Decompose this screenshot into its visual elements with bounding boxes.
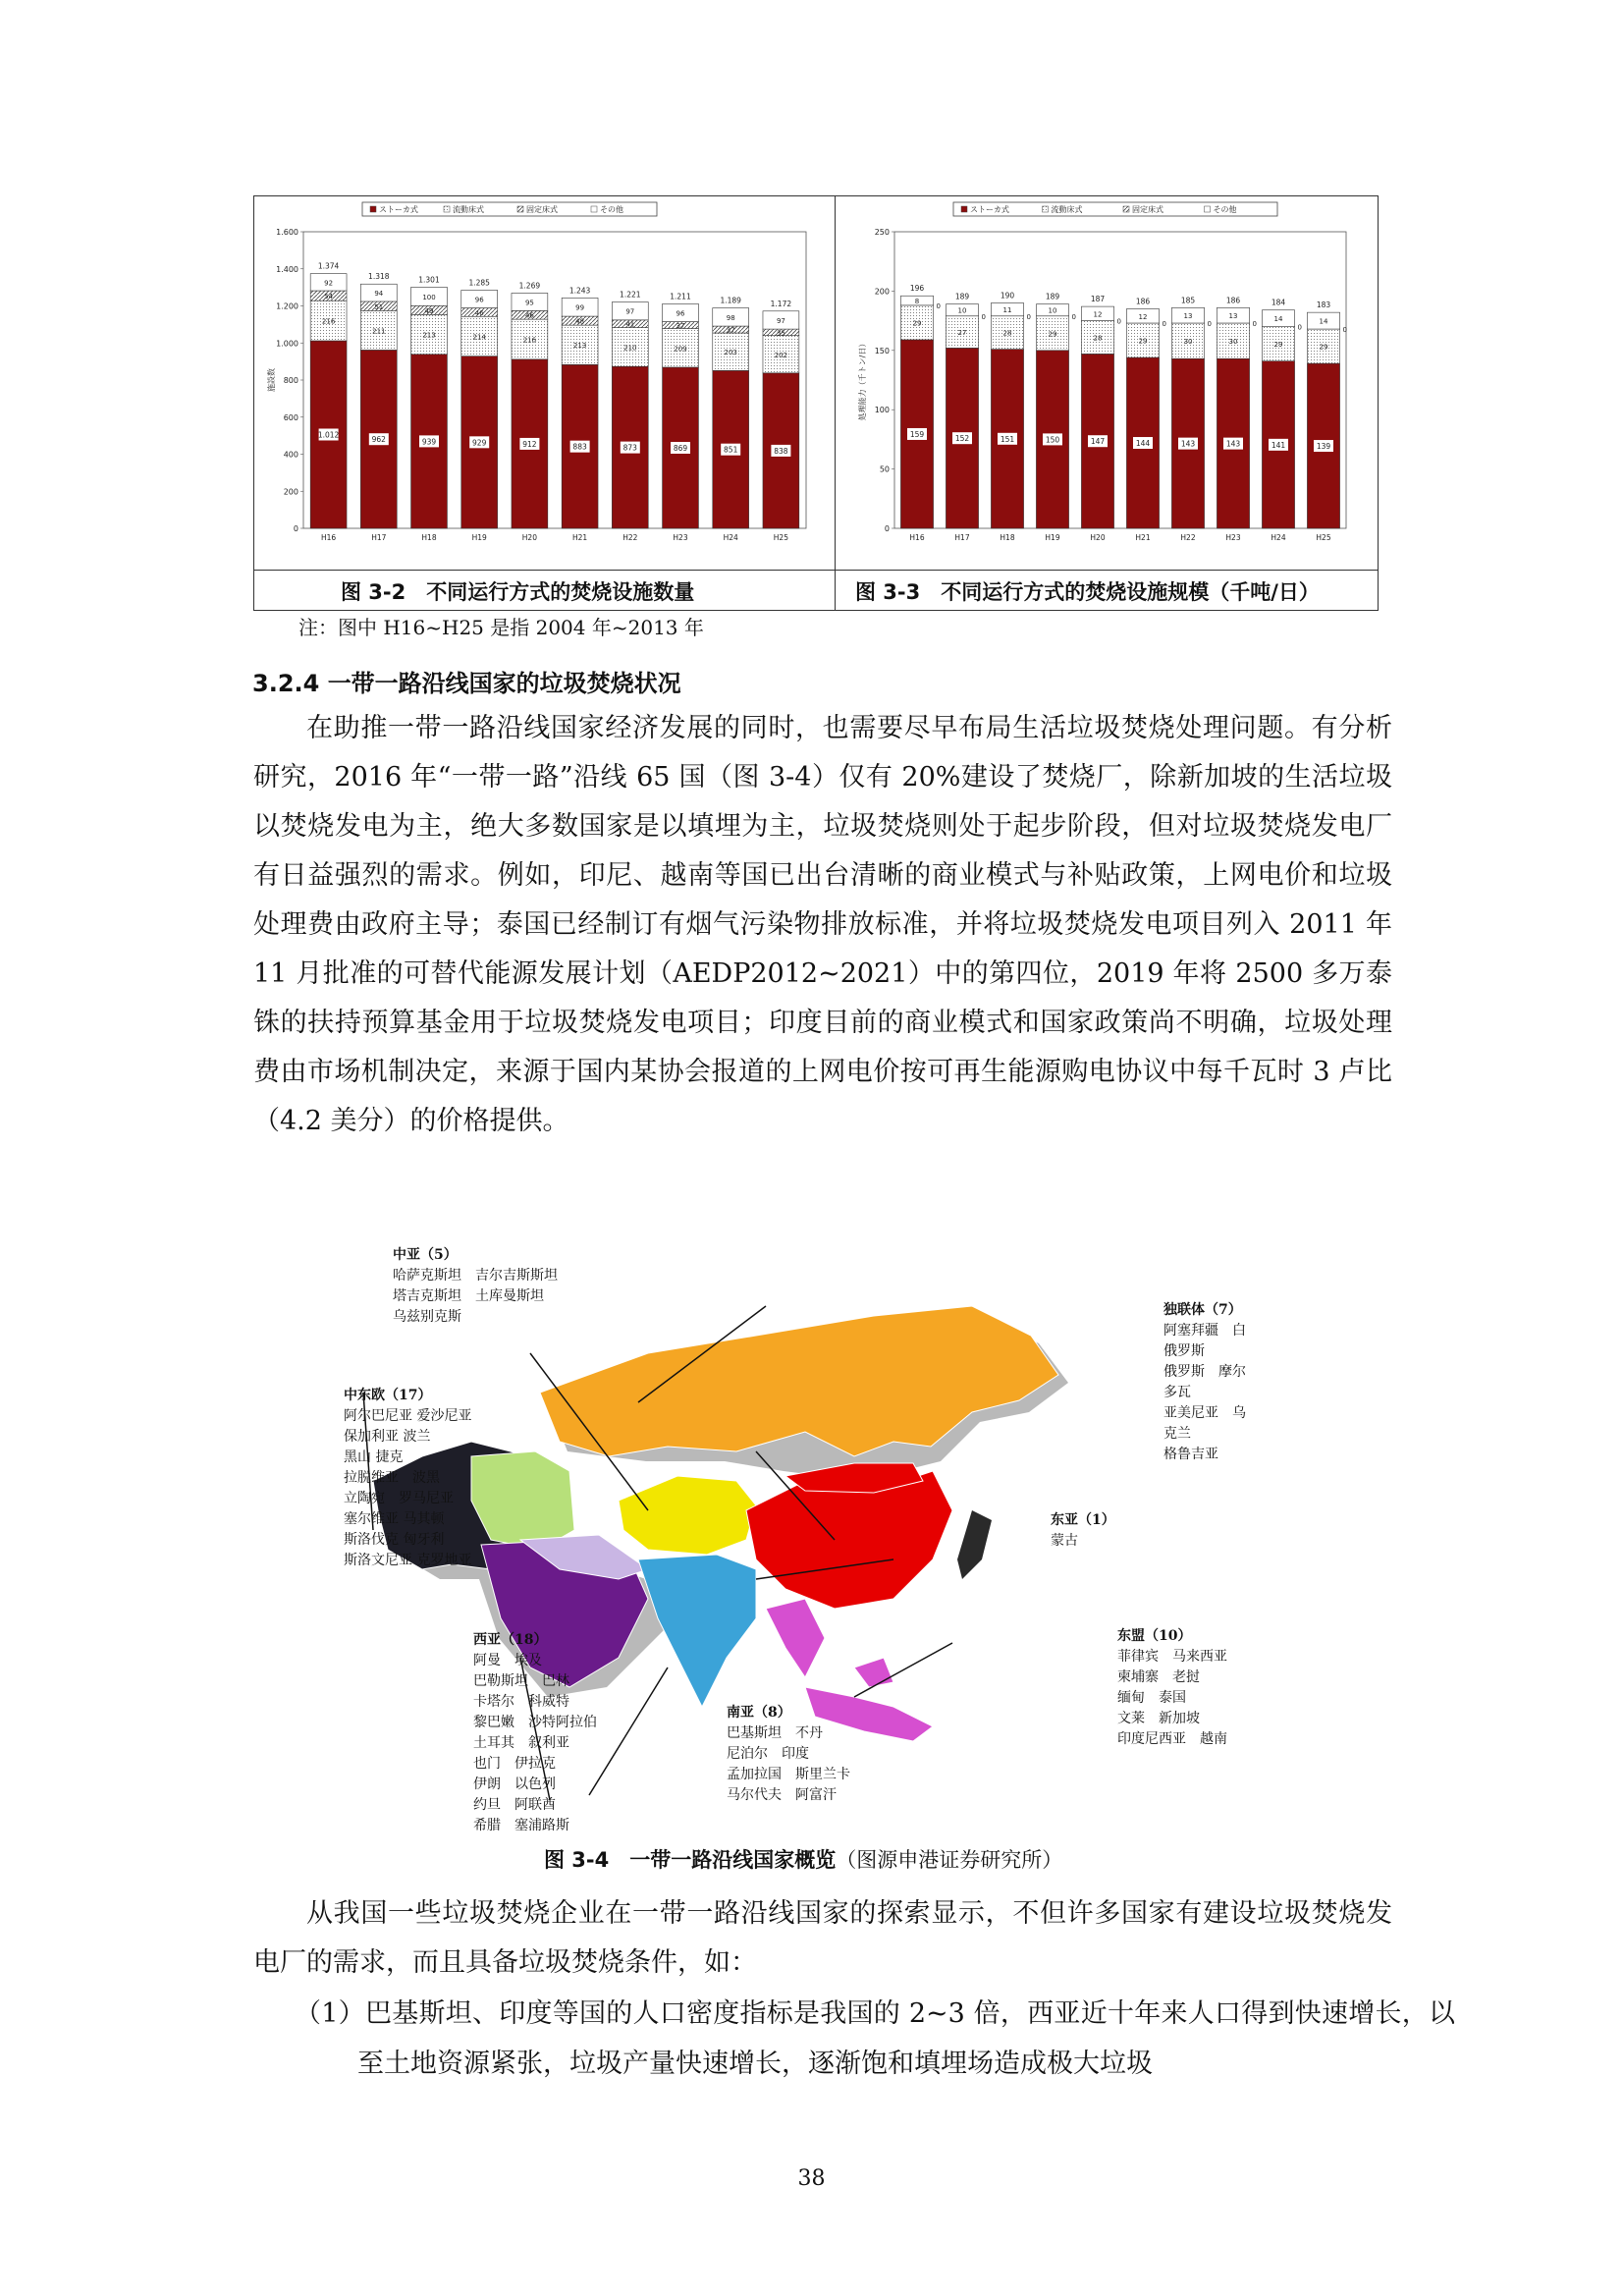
y-tick-label: 800 xyxy=(283,376,298,385)
bar-value-label: 152 xyxy=(954,434,970,444)
bar-value-label: 851 xyxy=(724,445,738,455)
y-tick-label: 1.400 xyxy=(276,264,298,274)
asean-line: 缅甸 泰国 xyxy=(1117,1690,1186,1706)
bar-value-label: 99 xyxy=(575,303,585,312)
y-tick-label: 600 xyxy=(283,412,298,422)
bar-value-label: 143 xyxy=(1180,439,1196,449)
legend-swatch xyxy=(1205,206,1211,212)
y-tick-label: 1.600 xyxy=(276,228,298,237)
bar-zero-label: 0 xyxy=(1252,320,1258,329)
bar-value-label: 10 xyxy=(1048,306,1057,315)
asean-line: 柬埔寨 老挝 xyxy=(1117,1669,1200,1685)
asean-title: 东盟（10） xyxy=(1117,1628,1192,1644)
label-asean xyxy=(1117,1626,1227,1750)
chart-facility-count xyxy=(254,196,835,570)
cee-line: 阿尔巴尼亚 爱沙尼亚 xyxy=(344,1408,472,1424)
bar-value-label: 29 xyxy=(1319,343,1328,352)
asean-line: 菲律宾 马来西亚 xyxy=(1117,1649,1227,1665)
figure-caption-rule xyxy=(254,570,1378,571)
cee-line: 斯洛伐克 匈牙利 xyxy=(344,1532,445,1548)
south-asia-line: 尼泊尔 印度 xyxy=(727,1746,809,1762)
cee-line: 拉脱维亚 波黑 xyxy=(344,1470,440,1486)
region-japan xyxy=(957,1510,992,1579)
label-south-asia xyxy=(727,1703,850,1806)
bar-value-label: 51 xyxy=(374,302,384,311)
y-axis-label: 施設数 xyxy=(267,368,276,392)
bar-value-label: 883 xyxy=(572,442,587,452)
bar-value-label: 929 xyxy=(472,438,487,448)
bar-value-label: 873 xyxy=(622,443,637,453)
bar-value-label: 1.012 xyxy=(317,430,340,440)
bar-value-label: 97 xyxy=(625,307,635,316)
bar-total-label: 189 xyxy=(954,292,970,301)
bar-zero-label: 0 xyxy=(1342,326,1348,335)
bar-value-label: 869 xyxy=(673,443,688,453)
bar-zero-label: 0 xyxy=(936,301,942,310)
asean-line: 印度尼西亚 越南 xyxy=(1117,1731,1227,1747)
bar-value-label: 202 xyxy=(774,351,788,359)
legend-swatch xyxy=(370,206,376,212)
bar-total-label: 187 xyxy=(1090,295,1106,304)
legend-label: その他 xyxy=(1213,205,1237,214)
cee-line: 立陶宛 罗马尼亚 xyxy=(344,1491,454,1506)
bar-total-label: 1.374 xyxy=(317,261,340,271)
x-tick-label: H19 xyxy=(1045,533,1060,542)
bar-value-label: 46 xyxy=(474,308,484,317)
asean-line: 文莱 新加坡 xyxy=(1117,1711,1200,1726)
y-tick-label: 1.200 xyxy=(276,301,298,311)
bar-value-label: 30 xyxy=(1183,338,1193,347)
paragraph-belt-road: 在助推一带一路沿线国家经济发展的同时，也需要尽早布局生活垃圾焚烧处理问题。有分析研究，2016 年“一带一路”沿线 65 国（图 3-4）仅有 20%建设了焚烧厂，除新加坡的生活垃圾以焚烧发电为主，绝大多数国家是以填埋为主，垃圾焚烧则处于起步阶段，但对垃圾焚烧发电厂有日益强烈的需求。例如，印尼、越南等国已出台清晰的商业模式与补贴政策，上网电价和垃圾处理费由政府主导；泰国已经制订有烟气污染物排放标准，并将垃圾焚烧发电项目列入 2011 年 11 月批准的可替代能源发展计划（AEDP2012~2021）中的第四位，2019 年将 2500 多万泰铢的扶持预算基金用于垃圾焚烧发电项目；印度目前的商业模式和国家政策尚不明确，垃圾处理费由市场机制决定，来源于国内某协会报道的上网电价按可再生能源购电协议中每千瓦时 3 卢比（4.2 美分）的价格提供。 xyxy=(253,713,1392,1136)
y-tick-label: 1.000 xyxy=(276,339,298,349)
west-asia-line: 阿曼 埃及 xyxy=(473,1653,542,1668)
figure-3-4-caption xyxy=(544,1844,1062,1874)
bar-total-label: 186 xyxy=(1135,297,1151,306)
bar-value-label: 8 xyxy=(914,298,920,306)
bar-value-label: 141 xyxy=(1271,440,1286,450)
bar-value-label: 95 xyxy=(524,299,534,307)
legend-swatch xyxy=(1123,206,1129,212)
x-tick-label: H24 xyxy=(1271,533,1286,542)
x-tick-label: H16 xyxy=(321,533,337,542)
east-asia-title: 东亚（1） xyxy=(1051,1512,1115,1528)
legend-swatch xyxy=(517,206,523,212)
bar-value-label: 54 xyxy=(324,293,334,301)
south-asia-line: 巴基斯坦 不丹 xyxy=(727,1725,823,1741)
bar-value-label: 29 xyxy=(1273,341,1283,350)
bar-zero-label: 0 xyxy=(1026,312,1032,321)
y-tick-label: 0 xyxy=(293,524,298,533)
west-asia-line: 希腊 塞浦路斯 xyxy=(473,1818,569,1833)
cis-line: 阿塞拜疆 白俄罗斯 xyxy=(1163,1323,1246,1359)
bar-total-label: 189 xyxy=(1045,292,1060,301)
legend-label: 流動床式 xyxy=(453,205,484,214)
label-east-asia xyxy=(1051,1510,1115,1552)
bar-value-label: 29 xyxy=(1048,330,1057,339)
y-tick-label: 50 xyxy=(879,465,890,474)
bar-value-label: 939 xyxy=(421,437,437,447)
y-tick-label: 400 xyxy=(283,450,298,460)
y-axis-label: 処理能力（千トン/日） xyxy=(858,339,867,421)
x-tick-label: H24 xyxy=(723,533,738,542)
bar-zero-label: 0 xyxy=(1116,317,1122,326)
bar-value-label: 49 xyxy=(424,306,434,315)
x-tick-label: H25 xyxy=(773,533,788,542)
y-tick-label: 150 xyxy=(874,346,890,355)
label-central-east-europe xyxy=(344,1386,471,1571)
bar-value-label: 147 xyxy=(1090,437,1106,447)
belt-road-map xyxy=(344,1245,1247,1831)
bar-total-label: 1.189 xyxy=(720,296,741,305)
cis-line: 亚美尼亚 乌克兰 xyxy=(1163,1405,1246,1442)
cee-line: 黑山 捷克 xyxy=(344,1449,404,1465)
cee-title: 中东欧（17） xyxy=(344,1388,432,1403)
bar-value-label: 30 xyxy=(1228,338,1238,347)
bar-value-label: 159 xyxy=(909,429,925,439)
y-tick-label: 100 xyxy=(874,406,890,415)
bar-value-label: 96 xyxy=(474,296,484,304)
bar-value-label: 962 xyxy=(371,435,386,445)
west-asia-line: 黎巴嫩 沙特阿拉伯 xyxy=(473,1715,597,1730)
central-asia-line: 乌兹别克斯 xyxy=(393,1309,461,1325)
bar-zero-label: 0 xyxy=(1297,323,1303,332)
cee-line: 斯洛文尼亚 克罗地亚 xyxy=(344,1553,472,1568)
page-number: 38 xyxy=(797,2166,826,2191)
bar-value-label: 46 xyxy=(524,311,534,320)
x-tick-label: H25 xyxy=(1316,533,1331,542)
bar-value-label: 216 xyxy=(321,317,336,326)
legend-label: ストーカ式 xyxy=(970,205,1009,214)
bar-value-label: 10 xyxy=(957,306,967,315)
bar-total-label: 1.221 xyxy=(620,290,641,300)
cee-line: 塞尔维亚 马其顿 xyxy=(344,1511,445,1527)
bar-value-label: 211 xyxy=(372,327,386,336)
cis-title: 独联体（7） xyxy=(1163,1302,1242,1318)
bar-value-label: 96 xyxy=(676,309,685,318)
cis-line: 格鲁吉亚 xyxy=(1163,1447,1218,1462)
bar-value-label: 144 xyxy=(1135,439,1151,449)
x-tick-label: H23 xyxy=(673,533,688,542)
west-asia-title: 西亚（18） xyxy=(473,1632,548,1648)
bar-value-label: 216 xyxy=(522,336,537,345)
central-asia-line: 哈萨克斯坦 吉尔吉斯斯坦 xyxy=(393,1268,558,1284)
bar-total-label: 1.318 xyxy=(368,272,390,282)
bar-zero-label: 0 xyxy=(981,312,987,321)
bar-value-label: 150 xyxy=(1045,435,1060,445)
south-asia-line: 马尔代夫 阿富汗 xyxy=(727,1787,837,1803)
x-tick-label: H18 xyxy=(1000,533,1015,542)
y-tick-label: 0 xyxy=(884,524,890,533)
x-tick-label: H19 xyxy=(471,533,487,542)
legend-swatch xyxy=(444,206,450,212)
legend-label: ストーカ式 xyxy=(379,205,418,214)
bar-value-label: 97 xyxy=(776,316,785,325)
bar-value-label: 11 xyxy=(1002,306,1012,315)
x-tick-label: H17 xyxy=(954,533,970,542)
bar-value-label: 214 xyxy=(472,333,486,342)
legend-label: 流動床式 xyxy=(1051,205,1083,214)
figure-3-3-caption: 图 3-3 不同运行方式的焚烧设施规模（千吨/日） xyxy=(855,580,1320,604)
bar-value-label: 13 xyxy=(1228,312,1238,321)
bar-value-label: 100 xyxy=(422,293,436,301)
bar-value-label: 29 xyxy=(912,319,922,328)
x-tick-label: H22 xyxy=(622,533,638,542)
bar-value-label: 210 xyxy=(623,344,637,353)
label-west-asia xyxy=(473,1630,597,1836)
west-asia-line: 卡塔尔 科威特 xyxy=(473,1694,569,1710)
west-asia-line: 也门 伊拉克 xyxy=(473,1756,556,1772)
east-asia-line: 蒙古 xyxy=(1051,1533,1078,1549)
bar-value-label: 37 xyxy=(676,322,685,331)
bar-value-label: 12 xyxy=(1138,312,1148,321)
bar-value-label: 29 xyxy=(1138,337,1148,346)
figure-3-2-caption: 图 3-2 不同运行方式的焚烧设施数量 xyxy=(341,580,695,604)
bar-value-label: 209 xyxy=(674,345,687,354)
figure-3-4-caption-title: 图 3-4 一带一路沿线国家概览 xyxy=(544,1848,837,1872)
central-asia-title: 中亚（5） xyxy=(393,1247,458,1263)
bar-total-label: 186 xyxy=(1225,296,1241,305)
label-cis xyxy=(1163,1300,1247,1465)
bar-total-label: 190 xyxy=(1000,291,1015,301)
bar-total-label: 183 xyxy=(1316,301,1331,310)
bar-value-label: 37 xyxy=(726,326,735,335)
bar-value-label: 48 xyxy=(575,317,585,326)
legend-label: 固定床式 xyxy=(526,205,558,214)
bar-value-label: 203 xyxy=(724,349,737,357)
region-central-asia xyxy=(619,1476,756,1555)
legend-label: 固定床式 xyxy=(1132,205,1163,214)
section-heading: 3.2.4 一带一路沿线国家的垃圾焚烧状况 xyxy=(252,670,681,697)
south-asia-line: 孟加拉国 斯里兰卡 xyxy=(727,1767,850,1782)
x-tick-label: H20 xyxy=(1090,533,1106,542)
west-asia-line: 伊朗 以色列 xyxy=(473,1777,556,1792)
bar-total-label: 1.172 xyxy=(770,299,792,308)
bar-total-label: 185 xyxy=(1180,296,1196,305)
region-cis xyxy=(540,1306,1058,1456)
label-central-asia xyxy=(393,1245,558,1328)
bar-value-label: 94 xyxy=(374,290,384,299)
paragraph-exploration: 从我国一些垃圾焚烧企业在一带一路沿线国家的探索显示，不但许多国家有建设垃圾焚烧发电厂的需求，而且具备垃圾焚烧条件，如： xyxy=(253,1898,1392,1978)
bar-value-label: 98 xyxy=(726,313,735,322)
x-tick-label: H22 xyxy=(1180,533,1196,542)
x-tick-label: H17 xyxy=(371,533,387,542)
bar-value-label: 14 xyxy=(1319,317,1328,326)
bar-total-label: 1.285 xyxy=(468,278,490,288)
bar-value-label: 41 xyxy=(625,320,635,329)
west-asia-line: 约旦 阿联酋 xyxy=(473,1797,556,1813)
y-tick-label: 200 xyxy=(874,287,890,297)
bar-total-label: 1.301 xyxy=(418,275,440,285)
bar-value-label: 14 xyxy=(1273,315,1283,324)
bar-zero-label: 0 xyxy=(1071,312,1077,321)
figure-3-2-3-3-box xyxy=(253,195,1379,611)
x-tick-label: H16 xyxy=(909,533,925,542)
bar-value-label: 139 xyxy=(1316,442,1331,452)
x-tick-label: H20 xyxy=(521,533,537,542)
list-item-1: （1）巴基斯坦、印度等国的人口密度指标是我国的 2~3 倍，西亚近十年来人口得到快速增长，以至土地资源紧张，垃圾产量快速增长，逐渐饱和填埋场造成极大垃圾 xyxy=(295,1998,1455,2079)
cee-line: 保加利亚 波兰 xyxy=(344,1429,431,1445)
x-tick-label: H18 xyxy=(421,533,437,542)
bar-total-label: 1.211 xyxy=(670,292,691,301)
y-tick-label: 250 xyxy=(874,228,890,237)
bar-value-label: 213 xyxy=(422,331,436,340)
bar-value-label: 35 xyxy=(776,329,785,338)
legend-label: その他 xyxy=(600,205,623,214)
bar-total-label: 196 xyxy=(909,284,925,294)
west-asia-line: 巴勒斯坦 巴林 xyxy=(473,1673,569,1689)
bar-total-label: 1.243 xyxy=(568,286,591,296)
y-tick-label: 200 xyxy=(283,487,298,497)
bar-value-label: 838 xyxy=(774,446,788,456)
figure-3-4-caption-source: （图源申港证券研究所） xyxy=(836,1848,1063,1872)
bar-value-label: 28 xyxy=(1093,334,1103,343)
bar-zero-label: 0 xyxy=(1207,320,1213,329)
figure-note: 注：图中 H16~H25 是指 2004 年~2013 年 xyxy=(298,616,704,639)
legend-swatch xyxy=(1043,206,1049,212)
bar-total-label: 184 xyxy=(1271,298,1286,307)
south-asia-title: 南亚（8） xyxy=(727,1705,791,1721)
bar-value-label: 12 xyxy=(1093,310,1103,319)
chart-facility-capacity xyxy=(836,196,1379,570)
bar-value-label: 92 xyxy=(324,279,334,288)
bar-value-label: 151 xyxy=(1000,434,1015,444)
bar-value-label: 27 xyxy=(957,329,967,338)
x-tick-label: H23 xyxy=(1225,533,1241,542)
bar-value-label: 143 xyxy=(1225,439,1241,449)
west-asia-line: 土耳其 叙利亚 xyxy=(473,1735,569,1751)
bar-value-label: 912 xyxy=(522,439,537,449)
legend-swatch xyxy=(591,206,597,212)
legend-swatch xyxy=(961,206,967,212)
x-tick-label: H21 xyxy=(572,533,588,542)
bar-zero-label: 0 xyxy=(1162,320,1167,329)
bar-total-label: 1.269 xyxy=(518,281,541,291)
cis-line: 俄罗斯 摩尔多瓦 xyxy=(1163,1364,1246,1400)
x-tick-label: H21 xyxy=(1135,533,1151,542)
bar-value-label: 28 xyxy=(1002,329,1012,338)
bar-value-label: 13 xyxy=(1183,312,1193,321)
central-asia-line: 塔吉克斯坦 土库曼斯坦 xyxy=(393,1288,544,1304)
bar-value-label: 213 xyxy=(572,342,587,351)
